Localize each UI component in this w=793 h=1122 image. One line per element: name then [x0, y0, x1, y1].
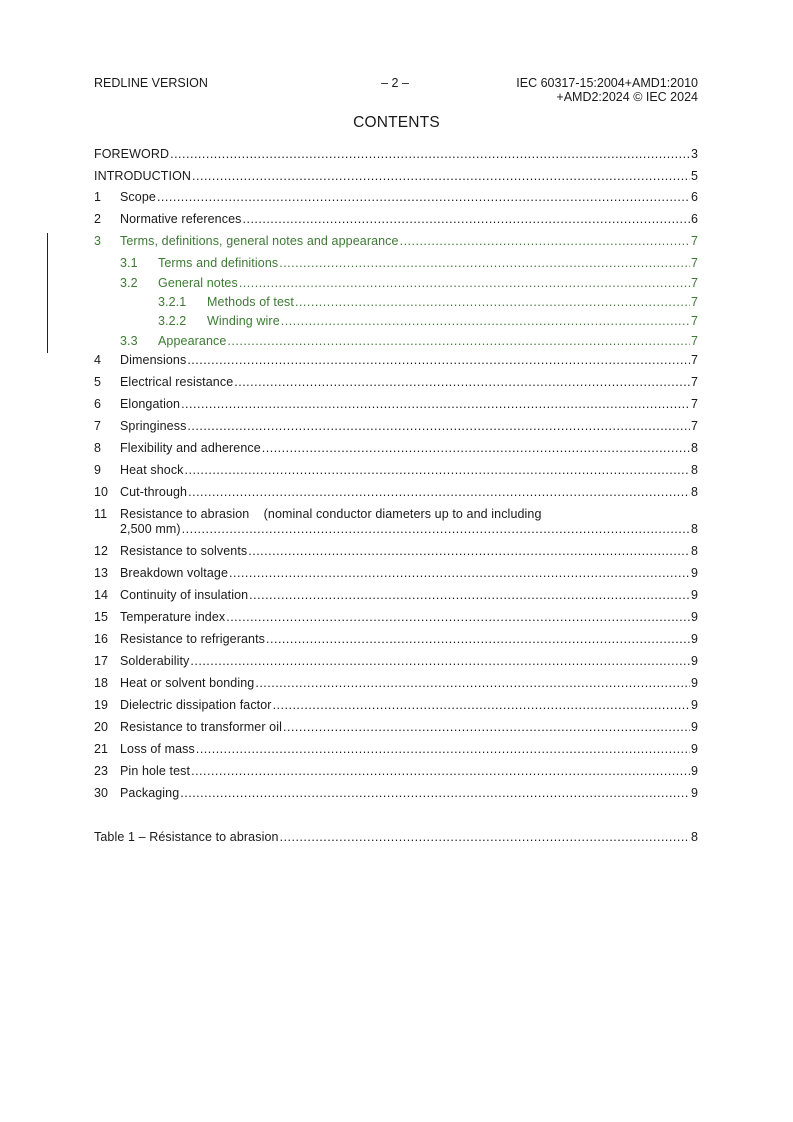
header-standard-line1: IEC 60317-15:2004+AMD1:2010 [516, 76, 698, 90]
toc-entry-number: 6 [94, 397, 102, 411]
toc-entry[interactable] [94, 441, 698, 456]
toc-entry[interactable] [94, 147, 698, 162]
toc-entry[interactable] [94, 654, 698, 669]
toc-leader-dots [280, 830, 690, 845]
toc-entry-title: Scope [120, 190, 156, 204]
toc-entry-title: Normative references [120, 212, 242, 226]
toc-entry-title: Flexibility and adherence [120, 441, 261, 455]
toc-entry[interactable] [94, 610, 698, 625]
toc-leader-dots [249, 588, 690, 603]
toc-entry-title: Resistance to abrasion (nominal conductor diameters up to and including [120, 507, 542, 521]
toc-entry-title: Electrical resistance [120, 375, 234, 389]
toc-leader-dots [196, 742, 690, 757]
toc-entry-number: 11 [94, 507, 108, 521]
toc-entry-title: Pin hole test [120, 764, 191, 778]
toc-entry[interactable] [94, 742, 698, 757]
toc-entry[interactable] [94, 632, 698, 647]
toc-entry-title: Packaging [120, 786, 180, 800]
toc-leader-dots [185, 463, 690, 478]
revision-change-bar [47, 233, 48, 353]
toc-entry-page: 7 [690, 295, 698, 309]
toc-entry[interactable] [94, 234, 698, 249]
toc-entry-title-continued: 2,500 mm) [120, 522, 181, 536]
toc-entry-title: Solderability [120, 654, 190, 668]
toc-entry-page: 8 [690, 485, 698, 499]
toc-entry-page: 8 [690, 544, 698, 558]
toc-entry-number: 4 [94, 353, 102, 367]
toc-leader-dots [400, 234, 690, 249]
toc-entry-page: 9 [690, 786, 698, 800]
toc-entry[interactable] [94, 419, 698, 434]
toc-entry[interactable] [94, 276, 698, 291]
toc-leader-dots [188, 485, 690, 500]
toc-entry-title: INTRODUCTION [94, 169, 192, 183]
toc-entry-number: 20 [94, 720, 109, 734]
toc-entry-number: 5 [94, 375, 102, 389]
toc-leader-dots [227, 334, 690, 349]
toc-leader-dots [182, 522, 690, 537]
header-standard-line2: +AMD2:2024 © IEC 2024 [556, 90, 698, 104]
toc-leader-dots [239, 276, 690, 291]
toc-entry-title: Springiness [120, 419, 187, 433]
toc-entry-title: Winding wire [207, 314, 280, 328]
toc-leader-dots [229, 566, 690, 581]
toc-leader-dots [191, 764, 690, 779]
toc-leader-dots [187, 353, 690, 368]
toc-leader-dots [187, 419, 690, 434]
toc-entry-page: 7 [690, 397, 698, 411]
toc-entry-title: FOREWORD [94, 147, 170, 161]
toc-entry-number: 8 [94, 441, 102, 455]
toc-entry-title: Resistance to solvents [120, 544, 248, 558]
toc-entry-page: 7 [690, 334, 698, 348]
toc-entry-number: 23 [94, 764, 109, 778]
toc-entry[interactable] [94, 485, 698, 500]
toc-entry-page: 6 [690, 212, 698, 226]
toc-entry-page: 7 [690, 276, 698, 290]
toc-entry-title: Dimensions [120, 353, 187, 367]
toc-leader-dots [283, 720, 690, 735]
toc-entry-page: 6 [690, 190, 698, 204]
toc-entry-title: Terms and definitions [158, 256, 279, 270]
toc-entry-page: 8 [690, 463, 698, 477]
toc-entry-page: 7 [690, 353, 698, 367]
toc-entry[interactable] [94, 698, 698, 713]
toc-entry-title: Appearance [158, 334, 227, 348]
toc-entry-page: 9 [690, 676, 698, 690]
toc-leader-dots [273, 698, 690, 713]
toc-entry-number: 3.1 [120, 256, 138, 270]
toc-entry-page: 9 [690, 742, 698, 756]
toc-leader-dots [279, 256, 690, 271]
toc-entry[interactable] [94, 588, 698, 603]
toc-entry-page: 3 [690, 147, 698, 161]
table-list-entry[interactable] [94, 830, 698, 845]
toc-entry-title: Loss of mass [120, 742, 195, 756]
toc-entry-number: 15 [94, 610, 109, 624]
toc-entry-page: 9 [690, 610, 698, 624]
toc-entry-number: 17 [94, 654, 109, 668]
toc-leader-dots [262, 441, 690, 456]
toc-entry[interactable] [94, 786, 698, 801]
toc-entry-title: General notes [158, 276, 238, 290]
toc-entry-number: 3.2.1 [158, 295, 187, 309]
toc-entry-page: 9 [690, 588, 698, 602]
toc-entry-title: Heat shock [120, 463, 184, 477]
toc-entry-number: 12 [94, 544, 109, 558]
toc-entry-number: 13 [94, 566, 109, 580]
toc-entry-number: 3.2.2 [158, 314, 187, 328]
toc-leader-dots [266, 632, 690, 647]
toc-leader-dots [157, 190, 690, 205]
header-page-number: – 2 – [381, 76, 409, 90]
toc-entry-page: 8 [690, 522, 698, 536]
toc-entry[interactable] [94, 353, 698, 368]
toc-entry[interactable] [94, 295, 698, 310]
toc-entry-title: Breakdown voltage [120, 566, 229, 580]
toc-entry-number: 3.3 [120, 334, 138, 348]
toc-entry-page: 5 [690, 169, 698, 183]
toc-entry-page: 9 [690, 632, 698, 646]
toc-entry[interactable] [94, 764, 698, 779]
toc-leader-dots [281, 314, 690, 329]
toc-leader-dots [170, 147, 690, 162]
toc-entry-number: 10 [94, 485, 109, 499]
toc-entry-title: Elongation [120, 397, 181, 411]
toc-entry[interactable] [94, 256, 698, 271]
toc-entry-number: 3.2 [120, 276, 138, 290]
table-list-title: Table 1 – Résistance to abrasion [94, 830, 279, 844]
toc-entry[interactable] [94, 212, 698, 227]
toc-entry-title: Continuity of insulation [120, 588, 249, 602]
toc-entry-number: 3 [94, 234, 102, 248]
toc-entry-number: 7 [94, 419, 102, 433]
toc-entry-number: 16 [94, 632, 109, 646]
toc-entry-title: Terms, definitions, general notes and appearance [120, 234, 399, 248]
toc-entry[interactable] [94, 169, 698, 184]
toc-entry-title: Temperature index [120, 610, 226, 624]
toc-entry[interactable] [94, 507, 698, 537]
toc-leader-dots [255, 676, 690, 691]
toc-entry[interactable] [94, 397, 698, 412]
toc-entry-page: 9 [690, 698, 698, 712]
toc-entry[interactable] [94, 720, 698, 735]
toc-leader-dots [226, 610, 690, 625]
toc-entry[interactable] [94, 314, 698, 329]
toc-leader-dots [234, 375, 690, 390]
toc-entry-number: 18 [94, 676, 109, 690]
toc-entry[interactable] [94, 544, 698, 559]
toc-entry-page: 8 [690, 441, 698, 455]
toc-entry[interactable] [94, 566, 698, 581]
toc-entry-page: 9 [690, 720, 698, 734]
toc-entry-number: 2 [94, 212, 102, 226]
toc-entry-page: 7 [690, 234, 698, 248]
toc-leader-dots [190, 654, 690, 669]
toc-leader-dots [181, 397, 690, 412]
toc-leader-dots [248, 544, 690, 559]
toc-leader-dots [180, 786, 690, 801]
toc-entry-number: 14 [94, 588, 109, 602]
toc-entry-page: 9 [690, 654, 698, 668]
toc-entry-title: Cut-through [120, 485, 188, 499]
toc-entry[interactable] [94, 334, 698, 349]
table-list-page: 8 [690, 830, 698, 844]
toc-leader-dots [192, 169, 690, 184]
toc-entry-page: 7 [690, 256, 698, 270]
toc-entry-page: 7 [690, 375, 698, 389]
toc-entry-title: Methods of test [207, 295, 294, 309]
toc-entry-page: 9 [690, 764, 698, 778]
toc-entry[interactable] [94, 375, 698, 390]
toc-entry-page: 9 [690, 566, 698, 580]
toc-entry-title: Dielectric dissipation factor [120, 698, 272, 712]
toc-entry-number: 30 [94, 786, 109, 800]
toc-entry-number: 19 [94, 698, 109, 712]
toc-entry[interactable] [94, 676, 698, 691]
toc-leader-dots [295, 295, 690, 310]
toc-entry-number: 21 [94, 742, 109, 756]
toc-entry-number: 1 [94, 190, 102, 204]
toc-entry-title: Heat or solvent bonding [120, 676, 255, 690]
toc-entry-page: 7 [690, 419, 698, 433]
toc-entry[interactable] [94, 190, 698, 205]
toc-entry[interactable] [94, 463, 698, 478]
page-title: CONTENTS [353, 114, 440, 131]
toc-leader-dots [243, 212, 690, 227]
toc-entry-title: Resistance to transformer oil [120, 720, 282, 734]
header-standard-reference [516, 76, 698, 104]
toc-entry-number: 9 [94, 463, 102, 477]
header-document-version: REDLINE VERSION [94, 76, 208, 90]
toc-entry-title: Resistance to refrigerants [120, 632, 266, 646]
toc-entry-page: 7 [690, 314, 698, 328]
